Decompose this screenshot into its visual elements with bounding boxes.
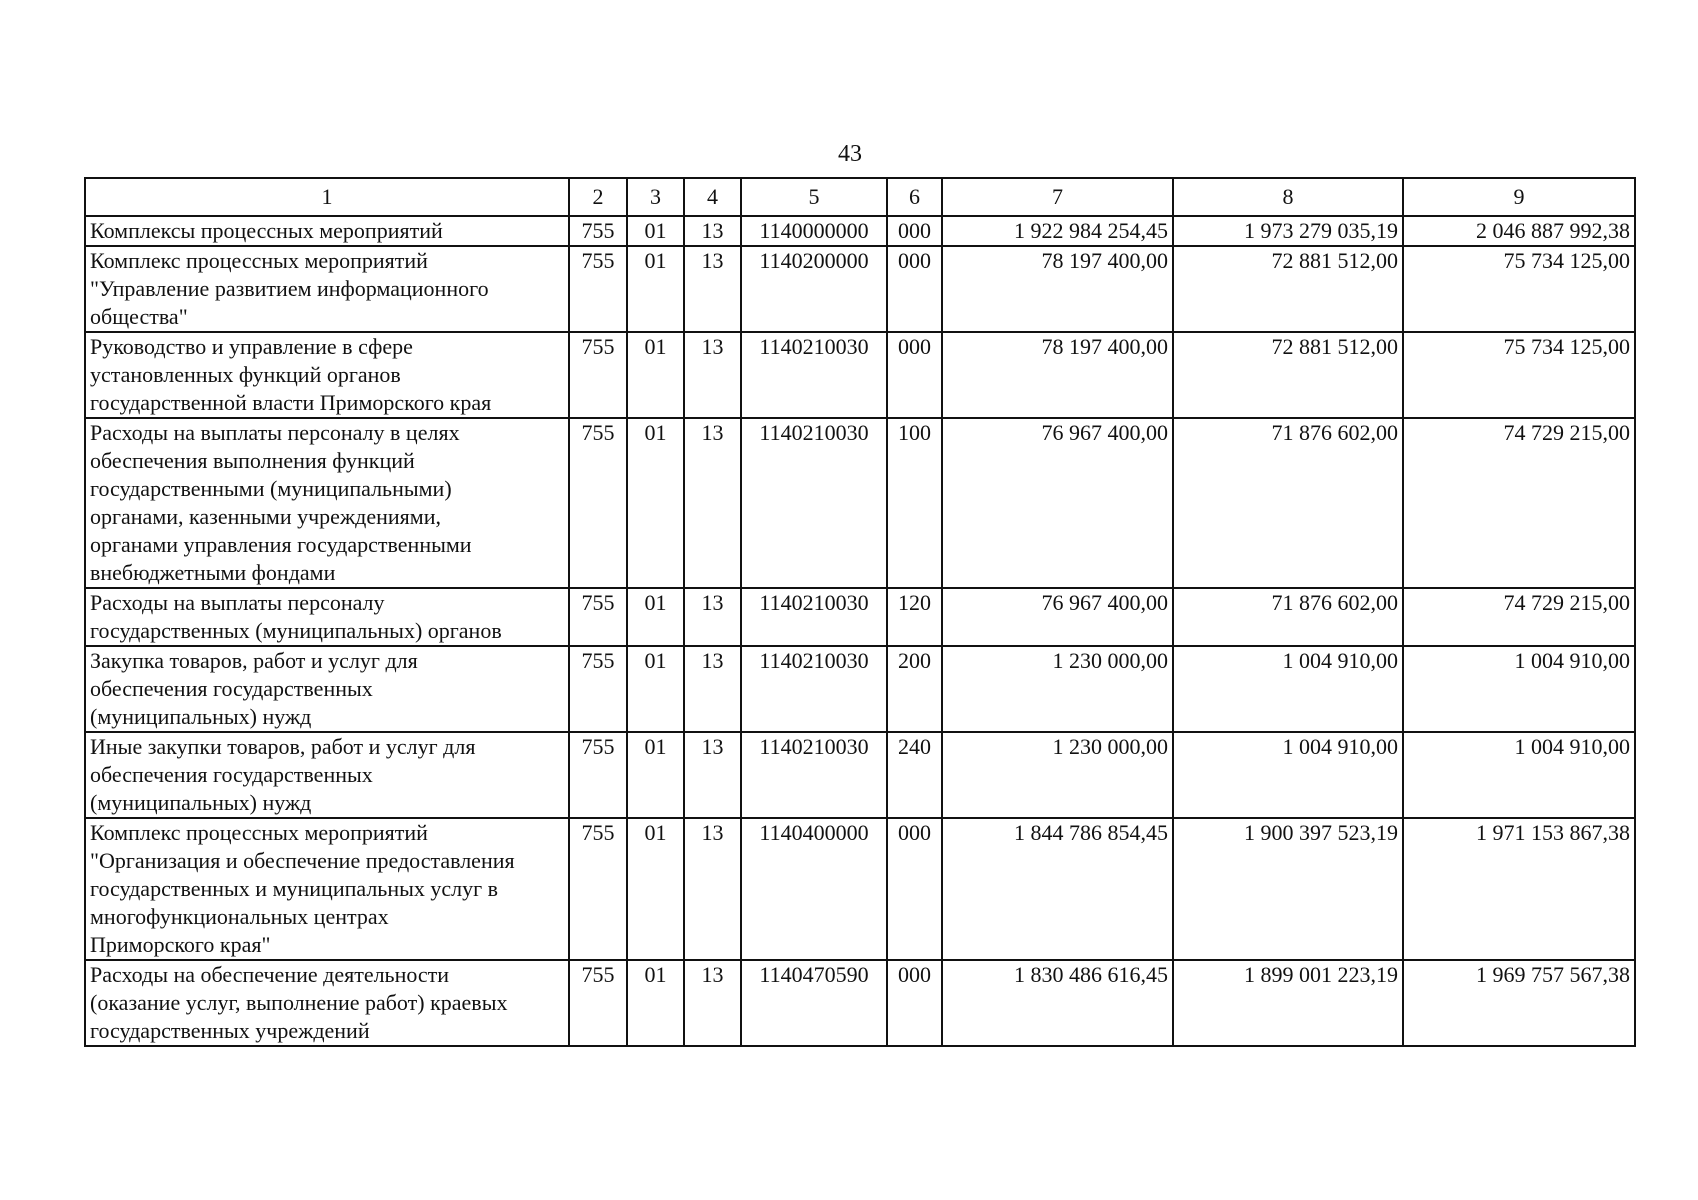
- target-article-code: 1140400000: [741, 818, 887, 960]
- expense-name: [85, 588, 569, 646]
- amount-col-7: 78 197 400,00: [942, 332, 1173, 418]
- expense-name-line: государственными (муниципальными): [90, 476, 452, 501]
- amount-col-8: 1 900 397 523,19: [1173, 818, 1403, 960]
- expense-type-code: 240: [887, 732, 942, 818]
- amount-col-9: 1 004 910,00: [1403, 732, 1635, 818]
- section-code: 01: [627, 818, 684, 960]
- expense-type-code: 000: [887, 332, 942, 418]
- expense-type-code: 000: [887, 818, 942, 960]
- target-article-code: 1140210030: [741, 332, 887, 418]
- amount-col-7: 1 230 000,00: [942, 646, 1173, 732]
- expense-name-line: Руководство и управление в сфере: [90, 334, 413, 359]
- expense-name-line: (оказание услуг, выполнение работ) краевых: [90, 990, 508, 1015]
- amount-col-9: 75 734 125,00: [1403, 332, 1635, 418]
- expense-name: [85, 818, 569, 960]
- target-article-code: 1140210030: [741, 588, 887, 646]
- expense-name: [85, 246, 569, 332]
- expense-name-line: обеспечения государственных: [90, 676, 373, 701]
- expense-name-line: обеспечения государственных: [90, 762, 373, 787]
- section-code: 01: [627, 332, 684, 418]
- amount-col-8: 71 876 602,00: [1173, 418, 1403, 588]
- target-article-code: 1140210030: [741, 646, 887, 732]
- table-row: [85, 246, 1635, 332]
- ministry-code: 755: [569, 332, 627, 418]
- header-cell: 7: [942, 178, 1173, 216]
- expense-name-line: (муниципальных) нужд: [90, 704, 312, 729]
- header-cell: 2: [569, 178, 627, 216]
- amount-col-8: 1 973 279 035,19: [1173, 216, 1403, 246]
- amount-col-7: 78 197 400,00: [942, 246, 1173, 332]
- subsection-code: 13: [684, 216, 741, 246]
- expense-name-line: (муниципальных) нужд: [90, 790, 312, 815]
- header-cell: 4: [684, 178, 741, 216]
- header-row: [85, 178, 1635, 216]
- header-cell: 3: [627, 178, 684, 216]
- header-cell: 9: [1403, 178, 1635, 216]
- amount-col-7: 1 830 486 616,45: [942, 960, 1173, 1046]
- amount-col-8: 1 004 910,00: [1173, 646, 1403, 732]
- expense-name-line: Комплекс процессных мероприятий: [90, 248, 428, 273]
- amount-col-8: 71 876 602,00: [1173, 588, 1403, 646]
- amount-col-7: 1 922 984 254,45: [942, 216, 1173, 246]
- expense-name-line: "Организация и обеспечение предоставления: [90, 848, 515, 873]
- table-row: [85, 646, 1635, 732]
- expense-name-line: многофункциональных центрах: [90, 904, 389, 929]
- header-cell: 5: [741, 178, 887, 216]
- subsection-code: 13: [684, 418, 741, 588]
- amount-col-8: 1 004 910,00: [1173, 732, 1403, 818]
- expense-name-line: государственных и муниципальных услуг в: [90, 876, 499, 901]
- expense-name-line: обеспечения выполнения функций: [90, 448, 415, 473]
- subsection-code: 13: [684, 588, 741, 646]
- ministry-code: 755: [569, 246, 627, 332]
- expense-type-code: 000: [887, 246, 942, 332]
- expense-name: [85, 732, 569, 818]
- ministry-code: 755: [569, 732, 627, 818]
- expense-name-line: общества": [90, 304, 188, 329]
- amount-col-9: 74 729 215,00: [1403, 418, 1635, 588]
- section-code: 01: [627, 732, 684, 818]
- expense-type-code: 200: [887, 646, 942, 732]
- amount-col-7: 1 844 786 854,45: [942, 818, 1173, 960]
- expense-name-line: установленных функций органов: [90, 362, 401, 387]
- amount-col-9: 75 734 125,00: [1403, 246, 1635, 332]
- expense-name-line: Комплексы процессных мероприятий: [90, 218, 443, 243]
- subsection-code: 13: [684, 818, 741, 960]
- ministry-code: 755: [569, 818, 627, 960]
- expense-name-line: Комплекс процессных мероприятий: [90, 820, 428, 845]
- expense-name-line: органами, казенными учреждениями,: [90, 504, 441, 529]
- header-cell: 8: [1173, 178, 1403, 216]
- amount-col-9: 74 729 215,00: [1403, 588, 1635, 646]
- expense-name-line: государственной власти Приморского края: [90, 390, 492, 415]
- amount-col-7: 76 967 400,00: [942, 588, 1173, 646]
- expense-name: [85, 646, 569, 732]
- page-number: 43: [838, 141, 862, 167]
- table-row: [85, 732, 1635, 818]
- target-article-code: 1140210030: [741, 732, 887, 818]
- subsection-code: 13: [684, 246, 741, 332]
- expense-name-line: Приморского края": [90, 932, 271, 957]
- ministry-code: 755: [569, 960, 627, 1046]
- section-code: 01: [627, 646, 684, 732]
- section-code: 01: [627, 216, 684, 246]
- expense-name: [85, 216, 569, 246]
- expense-type-code: 100: [887, 418, 942, 588]
- expense-name-line: Расходы на выплаты персоналу в целях: [90, 420, 460, 445]
- expense-name-line: Расходы на выплаты персоналу: [90, 590, 385, 615]
- amount-col-8: 72 881 512,00: [1173, 246, 1403, 332]
- ministry-code: 755: [569, 646, 627, 732]
- header-cell: 6: [887, 178, 942, 216]
- amount-col-9: 1 004 910,00: [1403, 646, 1635, 732]
- amount-col-9: 2 046 887 992,38: [1403, 216, 1635, 246]
- section-code: 01: [627, 418, 684, 588]
- amount-col-8: 1 899 001 223,19: [1173, 960, 1403, 1046]
- expense-name-line: государственных учреждений: [90, 1018, 370, 1043]
- expense-name: [85, 960, 569, 1046]
- table-row: [85, 960, 1635, 1046]
- expense-name-line: "Управление развитием информационного: [90, 276, 489, 301]
- amount-col-9: 1 971 153 867,38: [1403, 818, 1635, 960]
- table-row: [85, 818, 1635, 960]
- expense-name-line: внебюджетными фондами: [90, 560, 336, 585]
- ministry-code: 755: [569, 216, 627, 246]
- amount-col-9: 1 969 757 567,38: [1403, 960, 1635, 1046]
- table-row: [85, 332, 1635, 418]
- expense-name: [85, 418, 569, 588]
- header-cell: 1: [85, 178, 569, 216]
- budget-table: [84, 177, 1636, 1047]
- expense-type-code: 000: [887, 216, 942, 246]
- subsection-code: 13: [684, 646, 741, 732]
- section-code: 01: [627, 246, 684, 332]
- expense-type-code: 000: [887, 960, 942, 1046]
- subsection-code: 13: [684, 960, 741, 1046]
- amount-col-7: 76 967 400,00: [942, 418, 1173, 588]
- expense-name-line: органами управления государственными: [90, 532, 472, 557]
- expense-name: [85, 332, 569, 418]
- table-row: [85, 418, 1635, 588]
- ministry-code: 755: [569, 418, 627, 588]
- amount-col-8: 72 881 512,00: [1173, 332, 1403, 418]
- target-article-code: 1140000000: [741, 216, 887, 246]
- section-code: 01: [627, 588, 684, 646]
- section-code: 01: [627, 960, 684, 1046]
- subsection-code: 13: [684, 332, 741, 418]
- table-row: [85, 588, 1635, 646]
- ministry-code: 755: [569, 588, 627, 646]
- expense-name-line: Закупка товаров, работ и услуг для: [90, 648, 418, 673]
- target-article-code: 1140470590: [741, 960, 887, 1046]
- target-article-code: 1140200000: [741, 246, 887, 332]
- expense-name-line: Иные закупки товаров, работ и услуг для: [90, 734, 476, 759]
- expense-name-line: Расходы на обеспечение деятельности: [90, 962, 450, 987]
- table-row: [85, 216, 1635, 246]
- subsection-code: 13: [684, 732, 741, 818]
- expense-type-code: 120: [887, 588, 942, 646]
- amount-col-7: 1 230 000,00: [942, 732, 1173, 818]
- target-article-code: 1140210030: [741, 418, 887, 588]
- expense-name-line: государственных (муниципальных) органов: [90, 618, 502, 643]
